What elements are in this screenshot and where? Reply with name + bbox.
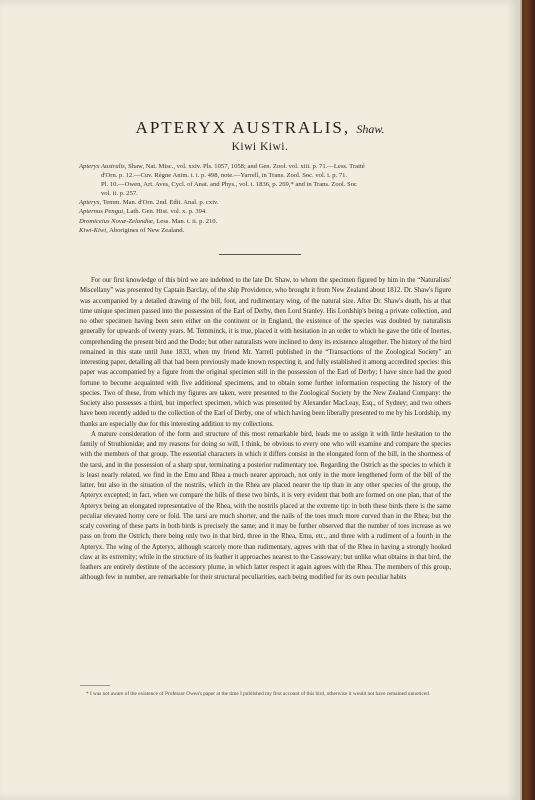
synonymy-entry: Pl. 10.—Owen, Art. Aves, Cycl. of Anat. and Phys., vol. i. 1836, p. 269,* and in Trans. Zool. Soc [101, 181, 357, 189]
common-name: Kiwi Kiwi. [231, 141, 289, 153]
footnote-divider [80, 685, 110, 686]
book-spine-edge [520, 0, 535, 800]
synonymy-entry: Apteryx, Temm. Man. d'Orn. 2nd. Edit. Anal. p. cxiv. [79, 199, 219, 207]
paragraph: A mature consideration of the form and structure of this most remarkable bird, leads me to assign it with little hesitation to the family of Struthionidæ; and my reasons for doing so will, I think, be obvious to every one who will examine and compare the species with the members of that group. The essential characters in which it differs consist in the elongated form of the bill, in the shortness of the tarsi, and in the possession of a sharp spur, terminating a posterior rudimentary toe. Regarding the Ostrich as the species to which it is least nearly related, we find in the Emu and Rhea a much nearer approach, not only in the more lengthened form of the bill of the latter, but also in the situation of the nostrils, which in the Rhea are placed nearer the tip than in any other species of the group, the Apteryx excepted; in fact, when we compare the bills of these two birds, it is very evident that both are formed on one plan, that of the Apteryx being an elongated representative of the Rhea, with the nostrils placed at the extreme tip: in both these birds there is the same peculiar elevated horny cere or fold. The tarsi are much shorter, and the nails of the toes much more curved than in the Rhea; but the scaly covering of these parts in both birds is precisely the same; and it may be further observed that the number of toes increase as we pass on from the Ostrich, there being only two in that bird, three in the Rhea, Emu, etc., and three with a rudiment of a fourth in the Apteryx. The wing of the Apteryx, although scarcely more than rudimentary, agrees with that of the Rhea in having a strongly hooked claw at its extremity; while in the structure of its feather it approaches nearest to the Cassowary; but unlike what obtains in that bird, the feathers are entirely destitute of the accessory plume, in which latter respect it again agrees with the Rhea. The members of this group, although few in number, are remarkable for their structural peculiarities, each being modified for its own peculiar habits [80, 430, 451, 582]
synonymy-entry: Apternus Pengui, Lath. Gen. Hist. vol. x. p. 394. [79, 208, 207, 216]
synonymy-entry: vol. ii. p. 257. [101, 190, 138, 198]
species-name: APTERYX AUSTRALIS, [135, 118, 351, 137]
species-authority: Shaw. [356, 122, 385, 136]
page-title [0, 118, 520, 138]
paragraph: For our first knowledge of this bird we are indebted to the late Dr. Shaw, to whom the specimen figured by him in the “Naturalists' Miscellany” was presented by Captain Barclay, of the ship Providence, who brought it from New Zealand about 1812. Dr. Shaw's figure was accompanied by a detailed drawing of the bill, foot, and rudimentary wing, of the natural size. After Dr. Shaw's death, his at that time unique specimen passed into the possession of the Earl of Derby, then Lord Stanley. His Lordship's being a private collection, and no other specimen having been seen either on the continent or in England, the existence of the species was doubted by naturalists generally for upwards of twenty years. M. Temminck, it is true, placed it with hesitation in an order to which he gave the title of Inertes, comprehending the present bird and the Dodo; but other naturalists were inclined to deny its existence altogether. The history of the bird remained in this state until June 1833, when my friend Mr. Yarrell published in the “Transactions of the Zoological Society” an interesting paper, detailing all that had been previously made known respecting it, and fully established it among accredited species: this paper was accompanied by a figure from the original specimen still in the possession of the Earl of Derby; I have since had the good fortune to become acquainted with five additional specimens, and to obtain some further information respecting the history of the species. Two of these, from which my figures are taken, were presented to the Zoological Society by the New Zealand Company: the Society also possesses a third, but imperfect specimen, which was presented by Alexander MacLeay, Esq., of Sydney; and two others have been recently added to the collection of the Earl of Derby, one of which having been liberally presented to me by his Lordship, my thanks are especially due for this interesting addition to my collections. [80, 277, 451, 428]
section-divider [219, 254, 301, 255]
synonymy-entry: Apteryx Australis, Shaw, Nat. Misc., vol. xxiv. Pls. 1057, 1058; and Gen. Zool. vol. xiii. p. 71.—Less. Traité [79, 163, 365, 170]
synonymy-entry: Dromiceius Novæ-Zelandiæ, Less. Man. t. ii. p. 210. [79, 217, 218, 225]
body-text [80, 276, 451, 584]
synonymy-entry: d'Orn. p. 12.—Cuv. Règne Anim. t. i. p. 498, note.—Yarrell, in Trans. Zool. Soc. vol. i. p. 71. [101, 172, 348, 180]
footnote: * I was not aware of the existence of Professor Owen's paper at the time I published my first account of this bird, otherwise it would not have remained unnoticed. [86, 691, 431, 697]
synonymy-list [79, 162, 449, 235]
synonymy-entry: Kiwi-Kiwi, Aborigines of New Zealand. [79, 226, 185, 234]
